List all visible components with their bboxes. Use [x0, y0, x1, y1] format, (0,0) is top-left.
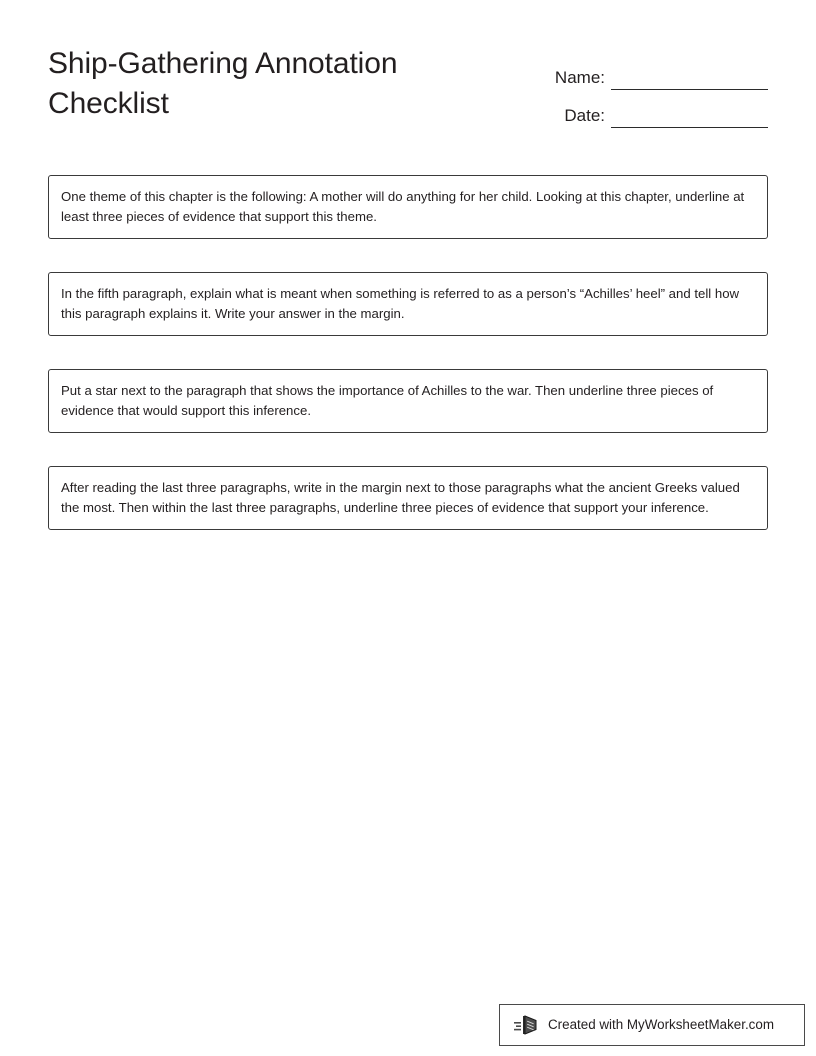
- question-text: In the fifth paragraph, explain what is meant when something is referred to as a person’s “Achilles’ heel” and tell how this paragraph explains it. Write your answer in the margin.: [61, 286, 740, 321]
- question-box[interactable]: [48, 466, 768, 530]
- name-field-label: Name:: [554, 68, 605, 87]
- date-field-label: Date:: [564, 106, 605, 125]
- question-text: One theme of this chapter is the following: A mother will do anything for her child. Looking at this chapter, underline at least three pieces of evidence that support this theme.: [61, 189, 745, 224]
- question-box[interactable]: [48, 369, 768, 433]
- question-text: Put a star next to the paragraph that shows the importance of Achilles to the war. Then underline three pieces of evidence that would support this inference.: [61, 383, 714, 418]
- page-header: [48, 44, 768, 136]
- created-with-badge[interactable]: [499, 1004, 805, 1046]
- date-field-input[interactable]: [611, 105, 768, 128]
- question-box[interactable]: [48, 272, 768, 336]
- name-date-block: [536, 52, 768, 128]
- question-list: [48, 175, 768, 563]
- page-title: Ship-Gathering Annotation Checklist: [48, 47, 398, 120]
- question-text: After reading the last three paragraphs, write in the margin next to those paragraphs what the ancient Greeks valued the most. Then within the last three paragraphs, underline three pieces of evidence that support your inference.: [61, 480, 740, 515]
- worksheet-maker-logo-icon: [514, 1013, 540, 1037]
- name-field-input[interactable]: [611, 67, 768, 90]
- created-with-badge-label: Created with MyWorksheetMaker.com: [548, 1017, 774, 1032]
- name-field-row: [536, 52, 768, 90]
- question-box[interactable]: [48, 175, 768, 239]
- date-field-row: [536, 90, 768, 128]
